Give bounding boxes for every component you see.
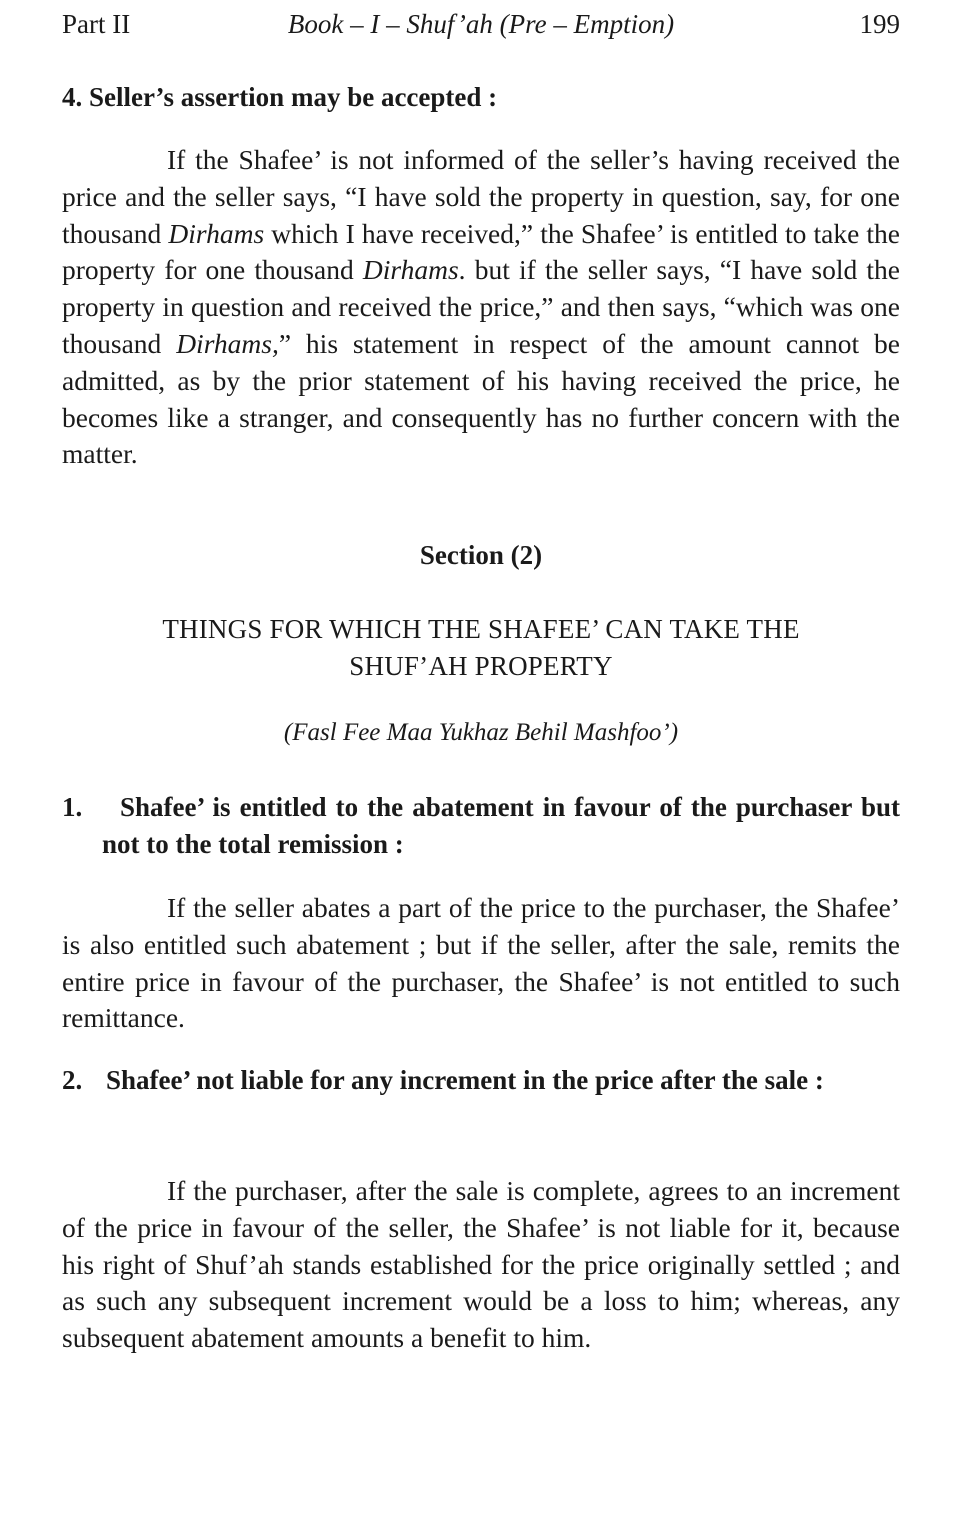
- item-heading-text: Shafee’ is entitled to the abatement in favour of the purchaser but not to the total remission :: [102, 792, 900, 859]
- item-number: 2.: [62, 1065, 83, 1095]
- heading-sellers-assertion: 4. Seller’s assertion may be accepted :: [62, 82, 498, 112]
- italic-dirhams: Dirhams,: [176, 327, 279, 359]
- book-title: Book – I – Shuf’ah (Pre – Emption): [287, 9, 675, 39]
- section-label: Section (2): [419, 540, 543, 570]
- heading-item-1: [62, 789, 900, 863]
- heading-item-2: [62, 1062, 900, 1099]
- italic-dirhams: Dirhams: [168, 217, 265, 249]
- section-title-line-1: THINGS FOR WHICH THE SHAFEE’ CAN TAKE THE: [162, 614, 800, 644]
- part-label: Part II: [62, 9, 131, 39]
- paragraph-item-2: If the purchaser, after the sale is complete, agrees to an increment of the price in favour of the seller, the Shafee’ is not liable for it, because his right of Shuf’ah stands established for the price originally settled ; and as such any subsequent increment would be a loss to him; whereas, any subsequent abatement amounts a benefit to him.: [62, 1175, 900, 1354]
- paragraph-item-1: If the seller abates a part of the price to the purchaser, the Shafee’ is also entitled such abatement ; but if the seller, after the sale, remits the entire price in favour of the purchaser, the Shafee’ is not entitled to such remittance.: [62, 892, 900, 1034]
- item-number: 1.: [62, 792, 83, 822]
- running-head: [62, 6, 900, 42]
- item-heading-text: Shafee’ not liable for any increment in the price after the sale :: [106, 1065, 824, 1095]
- paragraph-sellers-assertion: If the Shafee’ is not informed of the seller’s having received the price and the seller says, “I have sold the property in question, say, for one thousand Dirhams which I have received,” the Shafee’ is entitled to take the property for one thousand Dirhams. but if the seller says, “I have sold the property in question and received the price,” and then says, “which was one thousand Dirhams,” his statement in respect of the amount cannot be admitted, as by the prior statement of his having received the price, he becomes like a stranger, and consequently has no further concern with the matter.: [62, 144, 900, 470]
- page-number: 199: [859, 9, 900, 39]
- section-title-line-2: SHUF’AH PROPERTY: [349, 651, 613, 681]
- section-arabic-title: (Fasl Fee Maa Yukhaz Behil Mashfoo’): [283, 719, 679, 746]
- italic-dirhams: Dirhams: [362, 254, 459, 286]
